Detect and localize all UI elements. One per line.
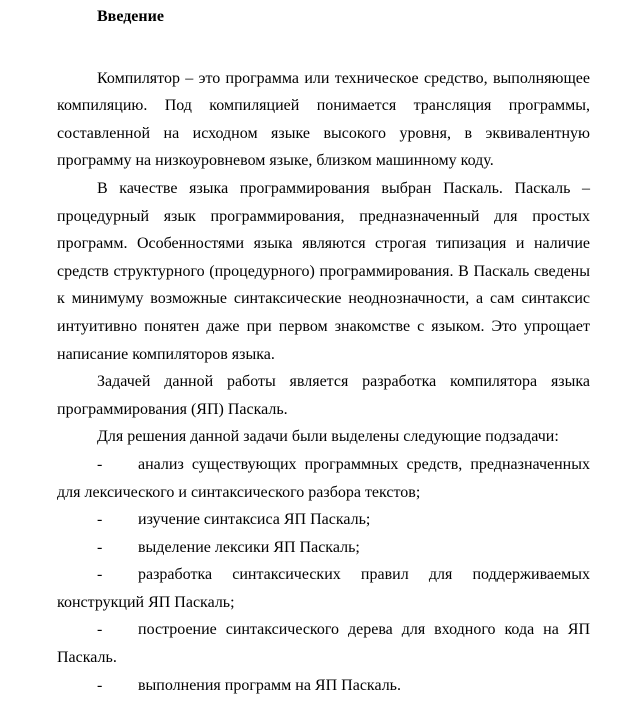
paragraph-task: Задачей данной работы является разработка компилятора языка программирования (ЯП) Паскаль. <box>57 373 590 418</box>
list-item <box>57 506 590 534</box>
paragraph-compiler-definition: Компилятор – это программа или техническое средство, выполняющее компиляцию. Под компиляцией понимается трансляция программы, составленной на исходном языке высокого уровня, в эквивалентную программу на низкоуровневом языке, близком машинному коду. <box>57 69 590 170</box>
list-item-text: изучение синтаксиса ЯП Паскаль; <box>138 511 371 529</box>
paragraph-subtasks-intro: Для решения данной задачи были выделены следующие подзадачи: <box>97 428 559 446</box>
list-marker: - <box>97 538 103 556</box>
list-marker: - <box>97 621 103 639</box>
list-marker: - <box>97 455 103 473</box>
list-item <box>57 451 590 506</box>
list-item-text: выполнения программ на ЯП Паскаль. <box>138 676 401 694</box>
document-page <box>57 3 590 699</box>
section-heading: Введение <box>97 8 164 25</box>
list-item-text: выделение лексики ЯП Паскаль; <box>138 538 360 556</box>
list-item <box>57 672 590 700</box>
list-marker: - <box>97 676 103 694</box>
list-marker: - <box>97 566 103 584</box>
list-marker: - <box>97 511 103 529</box>
list-item-text: разработка синтаксических правил для поддерживаемых конструкций ЯП Паскаль; <box>57 566 590 611</box>
list-item <box>57 616 590 671</box>
list-item <box>57 561 590 616</box>
list-item <box>57 534 590 562</box>
list-item-text: анализ существующих программных средств, предназначенных для лексического и синтаксического разбора текстов; <box>57 455 590 501</box>
paragraph-pascal: В качестве языка программирования выбран Паскаль. Паскаль – процедурный язык программирования, предназначенный для простых программ. Особенностями языка являются строгая типизация и наличие средств структурного (процедурного) программирования. В Паскаль сведены к минимуму возможные синтаксические неоднозначности, а сам синтаксис интуитивно понятен даже при первом знакомстве с языком. Это упрощает написание компиляторов языка. <box>57 179 590 363</box>
list-item-text: построение синтаксического дерева для входного кода на ЯП Паскаль. <box>57 621 590 667</box>
